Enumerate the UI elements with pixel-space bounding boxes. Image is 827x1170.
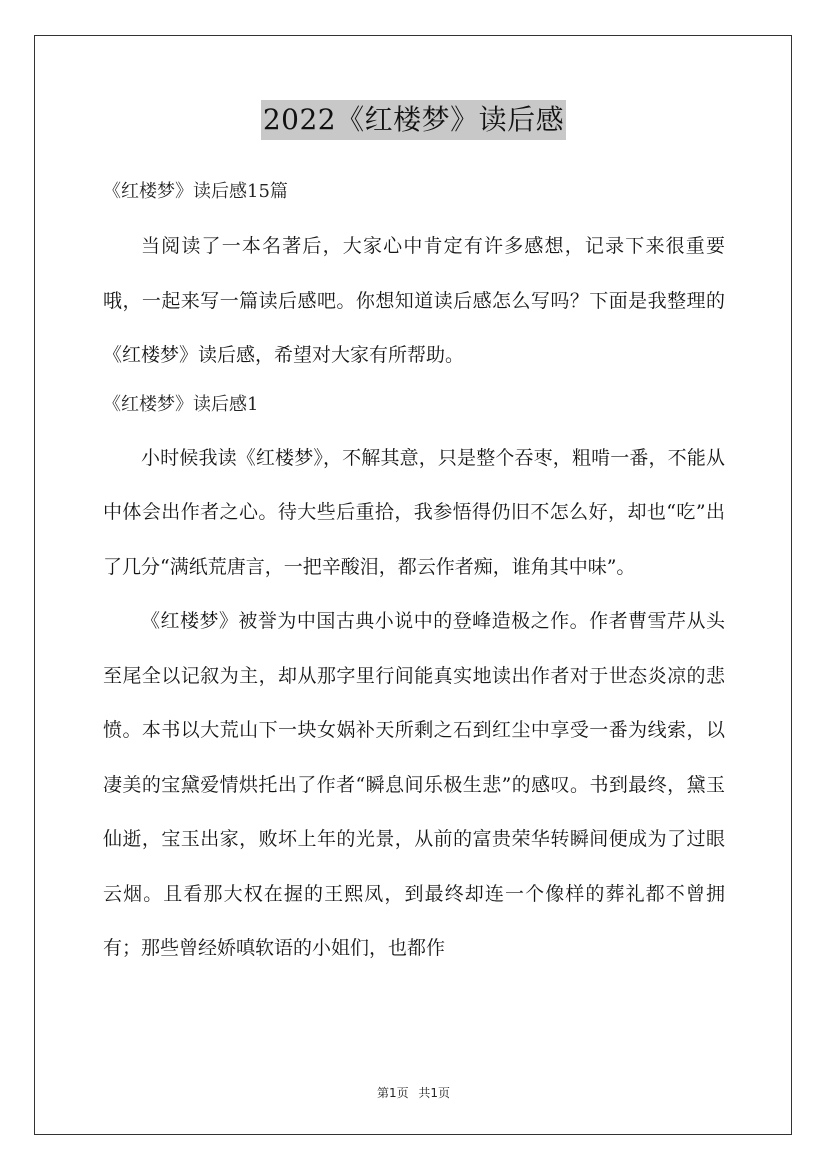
document-title: 2022《红楼梦》读后感 xyxy=(261,100,566,140)
document-body xyxy=(103,170,725,976)
body-paragraph: 《红楼梦》被誉为中国古典小说中的登峰造极之作。作者曹雪芹从头至尾全以记叙为主，却从那字里行间能真实地读出作者对于世态炎凉的悲愤。本书以大荒山下一块女娲补天所剩之石到红尘中享受一番为线索，以凄美的宝黛爱情烘托出了作者“瞬息间乐极生悲”的感叹。书到最终，黛玉仙逝，宝玉出家，败坏上年的光景，从前的富贵荣华转瞬间便成为了过眼云烟。且看那大权在握的王熙凤，到最终却连一个像样的葬礼都不曾拥有；那些曾经娇嗔软语的小姐们，也都作 xyxy=(103,610,725,959)
page-total: 共1页 xyxy=(418,1086,451,1100)
page-footer xyxy=(0,1084,827,1101)
section-heading: 《红楼梦》读后感1 xyxy=(103,393,259,415)
page-number: 第1页 xyxy=(376,1086,409,1100)
intro-paragraph: 当阅读了一本名著后，大家心中肯定有许多感想，记录下来很重要哦，一起来写一篇读后感吧。你想知道读后感怎么写吗？下面是我整理的《红楼梦》读后感，希望对大家有所帮助。 xyxy=(103,235,725,366)
body-paragraph: 小时候我读《红楼梦》，不解其意，只是整个吞枣，粗啃一番，不能从中体会出作者之心。待大些后重拾，我参悟得仍旧不怎么好，却也“吃”出了几分“满纸荒唐言，一把辛酸泪，都云作者痴，谁角其中味”。 xyxy=(103,446,725,578)
title-container xyxy=(0,100,827,140)
document-subtitle: 《红楼梦》读后感15篇 xyxy=(103,181,288,202)
